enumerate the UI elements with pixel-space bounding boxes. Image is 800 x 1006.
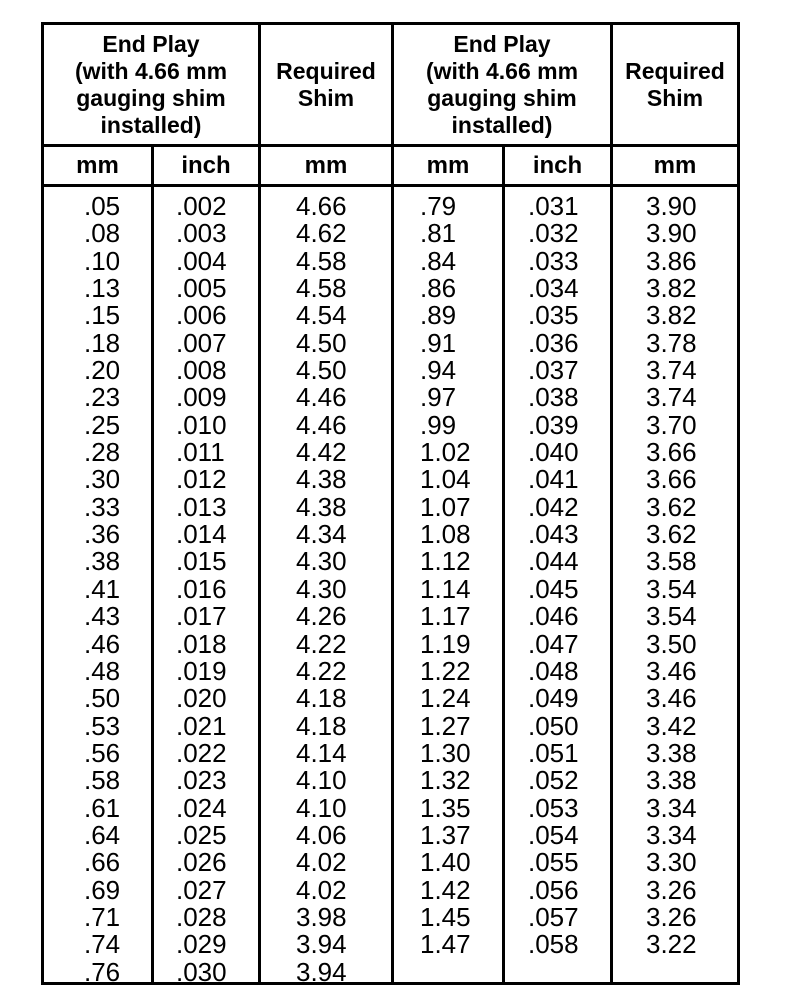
table-cell: .030 <box>176 956 227 987</box>
table-cell: .97 <box>420 382 457 413</box>
table-cell: .007 <box>176 327 227 358</box>
table-cell: 4.06 <box>296 819 347 850</box>
table-cell: .36 <box>84 519 121 550</box>
table-cell: 4.42 <box>296 437 347 468</box>
table-cell: 4.10 <box>296 792 347 823</box>
table-cell: .025 <box>176 819 227 850</box>
table-cell: .50 <box>84 683 121 714</box>
shim-selection-table <box>41 22 740 985</box>
table-cell: 3.78 <box>646 327 697 358</box>
table-cell: .045 <box>528 573 579 604</box>
table-cell: 4.58 <box>296 245 347 276</box>
table-cell: .53 <box>84 710 121 741</box>
table-cell: 4.50 <box>296 355 347 386</box>
table-cell: .013 <box>176 491 227 522</box>
column-end-play-inch-left <box>176 193 227 986</box>
table-cell: 3.82 <box>646 300 697 331</box>
table-cell: .050 <box>528 710 579 741</box>
table-cell: 3.26 <box>646 901 697 932</box>
table-cell: .017 <box>176 601 227 632</box>
table-cell: .052 <box>528 765 579 796</box>
unit-header-inch-left: inch <box>181 152 231 179</box>
table-cell: 3.74 <box>646 355 697 386</box>
table-cell: 1.08 <box>420 519 471 550</box>
table-cell: .005 <box>176 273 227 304</box>
table-cell: 3.38 <box>646 765 697 796</box>
table-cell: .10 <box>84 245 121 276</box>
table-cell: 1.02 <box>420 437 471 468</box>
table-cell: .037 <box>528 355 579 386</box>
table-cell: .039 <box>528 409 579 440</box>
table-cell: .56 <box>84 737 121 768</box>
table-cell: 3.66 <box>646 464 697 495</box>
table-cell: .049 <box>528 683 579 714</box>
table-cell: 3.38 <box>646 737 697 768</box>
table-cell: 3.34 <box>646 792 697 823</box>
table-cell: .79 <box>420 191 457 221</box>
table-cell: .036 <box>528 327 579 358</box>
table-cell: 3.62 <box>646 491 697 522</box>
table-cell: .89 <box>420 300 457 331</box>
table-cell: .008 <box>176 355 227 386</box>
table-cell: .058 <box>528 929 579 960</box>
column-divider-line <box>502 144 505 982</box>
table-cell: 3.94 <box>296 956 347 987</box>
table-cell: .015 <box>176 546 227 577</box>
table-cell: .74 <box>84 929 121 960</box>
header-end-play-left: End Play (with 4.66 mm gauging shim installed) <box>74 30 228 138</box>
unit-header-inch-right: inch <box>532 152 583 179</box>
table-cell: .021 <box>176 710 227 741</box>
table-cell: .054 <box>528 819 579 850</box>
table-cell: 1.32 <box>420 765 471 796</box>
table-cell: .018 <box>176 628 227 659</box>
table-cell: 3.58 <box>646 546 697 577</box>
table-cell: 4.18 <box>296 683 347 714</box>
table-cell: 1.14 <box>420 573 471 604</box>
table-cell: .012 <box>176 464 227 495</box>
table-cell: .46 <box>84 628 121 659</box>
table-cell: 3.22 <box>646 929 697 960</box>
column-end-play-inch-right <box>528 193 579 959</box>
table-cell: 3.90 <box>646 218 697 249</box>
table-cell: 4.26 <box>296 601 347 632</box>
table-cell: 1.22 <box>420 655 471 686</box>
table-cell: .81 <box>420 218 457 249</box>
table-cell: .020 <box>176 683 227 714</box>
table-cell: 4.22 <box>296 628 347 659</box>
table-cell: .28 <box>84 437 121 468</box>
table-cell: .20 <box>84 355 121 386</box>
table-cell: 1.45 <box>420 901 471 932</box>
table-cell: 3.82 <box>646 273 697 304</box>
table-cell: .044 <box>528 546 579 577</box>
table-cell: 4.10 <box>296 765 347 796</box>
table-cell: 3.90 <box>646 191 697 221</box>
table-cell: 3.46 <box>646 655 697 686</box>
table-cell: 1.47 <box>420 929 471 960</box>
table-cell: .94 <box>420 355 457 386</box>
table-cell: 3.50 <box>646 628 697 659</box>
table-cell: 4.14 <box>296 737 347 768</box>
table-cell: .69 <box>84 874 121 905</box>
table-cell: .024 <box>176 792 227 823</box>
header-required-shim-left: Required Shim <box>276 57 376 111</box>
table-cell: .029 <box>176 929 227 960</box>
table-cell: .004 <box>176 245 227 276</box>
table-cell: 3.66 <box>646 437 697 468</box>
table-cell: .18 <box>84 327 121 358</box>
table-cell: .051 <box>528 737 579 768</box>
table-cell: 3.34 <box>646 819 697 850</box>
table-cell: .71 <box>84 901 121 932</box>
table-cell: .48 <box>84 655 121 686</box>
unit-header-shim-right: mm <box>653 152 697 179</box>
table-cell: 4.30 <box>296 546 347 577</box>
table-cell: 1.35 <box>420 792 471 823</box>
table-cell: .057 <box>528 901 579 932</box>
header-end-play-right: End Play (with 4.66 mm gauging shim installed) <box>425 30 579 138</box>
table-cell: 1.40 <box>420 847 471 878</box>
column-divider-line <box>151 144 154 982</box>
table-cell: 1.07 <box>420 491 471 522</box>
table-cell: 4.30 <box>296 573 347 604</box>
table-cell: 3.54 <box>646 573 697 604</box>
table-cell: 3.98 <box>296 901 347 932</box>
table-cell: .040 <box>528 437 579 468</box>
table-cell: .84 <box>420 245 457 276</box>
table-cell: .41 <box>84 573 121 604</box>
table-cell: 1.24 <box>420 683 471 714</box>
table-cell: .05 <box>84 191 121 221</box>
table-cell: .031 <box>528 191 579 221</box>
table-cell: 4.50 <box>296 327 347 358</box>
column-end-play-mm-right <box>420 193 471 959</box>
table-cell: .003 <box>176 218 227 249</box>
table-cell: .58 <box>84 765 121 796</box>
table-cell: .035 <box>528 300 579 331</box>
table-cell: 3.70 <box>646 409 697 440</box>
table-cell: 4.18 <box>296 710 347 741</box>
table-cell: .010 <box>176 409 227 440</box>
table-cell: 4.54 <box>296 300 347 331</box>
table-cell: .13 <box>84 273 121 304</box>
table-cell: 1.04 <box>420 464 471 495</box>
table-cell: 1.37 <box>420 819 471 850</box>
table-cell: .08 <box>84 218 121 249</box>
table-cell: .032 <box>528 218 579 249</box>
table-cell: 3.46 <box>646 683 697 714</box>
table-cell: .002 <box>176 191 227 221</box>
unit-header-mm-left: mm <box>76 152 119 179</box>
table-cell: 4.02 <box>296 874 347 905</box>
table-cell: .041 <box>528 464 579 495</box>
table-cell: .76 <box>84 956 121 987</box>
table-cell: .046 <box>528 601 579 632</box>
table-cell: 1.42 <box>420 874 471 905</box>
table-cell: 3.42 <box>646 710 697 741</box>
table-cell: .034 <box>528 273 579 304</box>
table-cell: .43 <box>84 601 121 632</box>
table-cell: 3.62 <box>646 519 697 550</box>
table-cell: .38 <box>84 546 121 577</box>
table-cell: .23 <box>84 382 121 413</box>
column-end-play-mm-left <box>84 193 120 986</box>
table-cell: 4.34 <box>296 519 347 550</box>
unit-header-shim-left: mm <box>304 152 348 179</box>
table-cell: .022 <box>176 737 227 768</box>
table-cell: 4.22 <box>296 655 347 686</box>
table-cell: .64 <box>84 819 121 850</box>
table-cell: 1.12 <box>420 546 471 577</box>
table-cell: 3.54 <box>646 601 697 632</box>
table-cell: .042 <box>528 491 579 522</box>
table-cell: .61 <box>84 792 121 823</box>
table-cell: .053 <box>528 792 579 823</box>
table-cell: 3.26 <box>646 874 697 905</box>
table-cell: .016 <box>176 573 227 604</box>
table-cell: .028 <box>176 901 227 932</box>
table-cell: .99 <box>420 409 457 440</box>
table-cell: .055 <box>528 847 579 878</box>
table-cell: 4.66 <box>296 191 347 221</box>
column-required-shim-left <box>296 193 347 986</box>
table-cell: .66 <box>84 847 121 878</box>
header-required-shim-right: Required Shim <box>625 57 725 111</box>
table-cell: .048 <box>528 655 579 686</box>
table-cell: .026 <box>176 847 227 878</box>
table-cell: .86 <box>420 273 457 304</box>
table-cell: .038 <box>528 382 579 413</box>
table-cell: .011 <box>176 437 225 468</box>
table-cell: .043 <box>528 519 579 550</box>
table-cell: .009 <box>176 382 227 413</box>
table-cell: .056 <box>528 874 579 905</box>
table-cell: .014 <box>176 519 227 550</box>
table-cell: 4.02 <box>296 847 347 878</box>
table-cell: 3.30 <box>646 847 697 878</box>
table-cell: .006 <box>176 300 227 331</box>
table-cell: 4.58 <box>296 273 347 304</box>
table-cell: 4.46 <box>296 382 347 413</box>
table-cell: .019 <box>176 655 227 686</box>
table-cell: 1.27 <box>420 710 471 741</box>
table-cell: 1.30 <box>420 737 471 768</box>
table-cell: 3.74 <box>646 382 697 413</box>
table-cell: 3.86 <box>646 245 697 276</box>
table-cell: .023 <box>176 765 227 796</box>
table-cell: .25 <box>84 409 121 440</box>
table-cell: .33 <box>84 491 121 522</box>
table-cell: .91 <box>420 327 457 358</box>
table-cell: 4.38 <box>296 491 347 522</box>
table-cell: 1.19 <box>420 628 471 659</box>
table-cell: .027 <box>176 874 227 905</box>
table-cell: .15 <box>84 300 121 331</box>
column-required-shim-right <box>646 193 697 959</box>
table-cell: 4.46 <box>296 409 347 440</box>
table-cell: .033 <box>528 245 579 276</box>
unit-header-mm-right: mm <box>426 152 470 179</box>
table-cell: 4.62 <box>296 218 347 249</box>
table-cell: 1.17 <box>420 601 471 632</box>
table-cell: 3.94 <box>296 929 347 960</box>
table-cell: .047 <box>528 628 579 659</box>
table-cell: .30 <box>84 464 121 495</box>
table-cell: 4.38 <box>296 464 347 495</box>
